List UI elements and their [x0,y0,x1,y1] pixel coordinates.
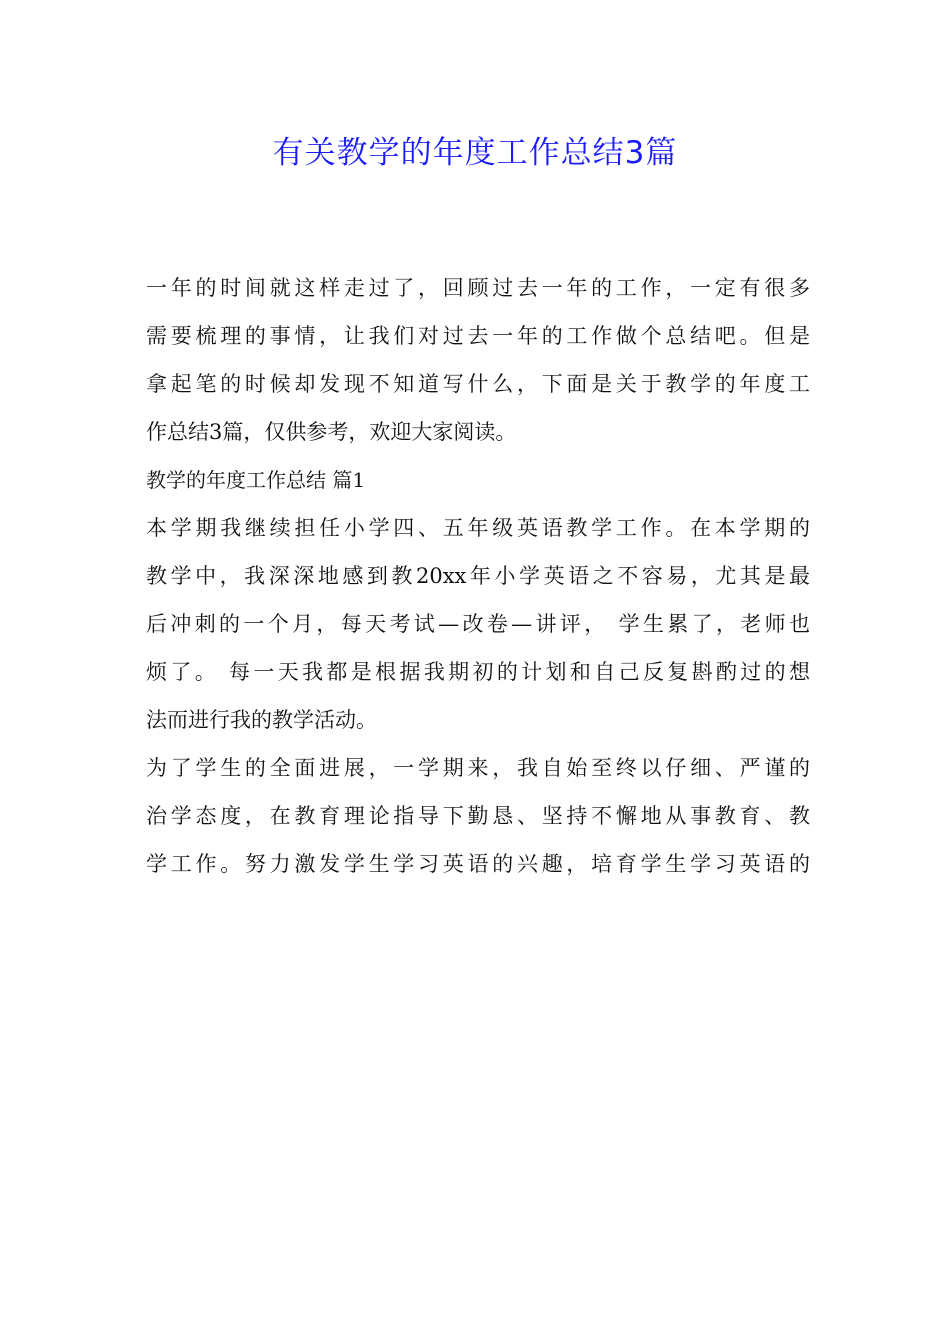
paragraph-1 [146,504,810,744]
document-body [146,264,810,888]
text-line: 后冲刺的一个月，每天考试—改卷—讲评， 学生累了，老师也 [146,612,810,636]
text-line: 学工作。努力激发学生学习英语的兴趣，培育学生学习英语的 [146,852,810,876]
text-line: 拿起笔的时候却发现不知道写什么，下面是关于教学的年度工 [146,372,810,396]
page-title: 有关教学的年度工作总结3篇 [272,135,678,171]
text-line: 治学态度，在教育理论指导下勤恳、坚持不懈地从事教育、教 [146,804,810,828]
text-line: 作总结3篇，仅供参考，欢迎大家阅读。 [146,420,517,444]
text-line: 本学期我继续担任小学四、五年级英语教学工作。在本学期的 [146,516,810,540]
section-heading: 教学的年度工作总结 篇1 [146,468,366,492]
text-line: 一年的时间就这样走过了，回顾过去一年的工作，一定有很多 [146,276,810,300]
text-line: 需要梳理的事情，让我们对过去一年的工作做个总结吧。但是 [146,324,810,348]
text-line: 为了学生的全面进展，一学期来，我自始至终以仔细、严谨的 [146,756,810,780]
paragraph-2 [146,744,810,888]
intro-paragraph [146,264,810,456]
text-line: 教学中，我深深地感到教20xx年小学英语之不容易，尤其是最 [146,564,810,588]
text-line: 法而进行我的教学活动。 [146,708,377,732]
text-line: 烦了。 每一天我都是根据我期初的计划和自己反复斟酌过的想 [146,660,810,684]
